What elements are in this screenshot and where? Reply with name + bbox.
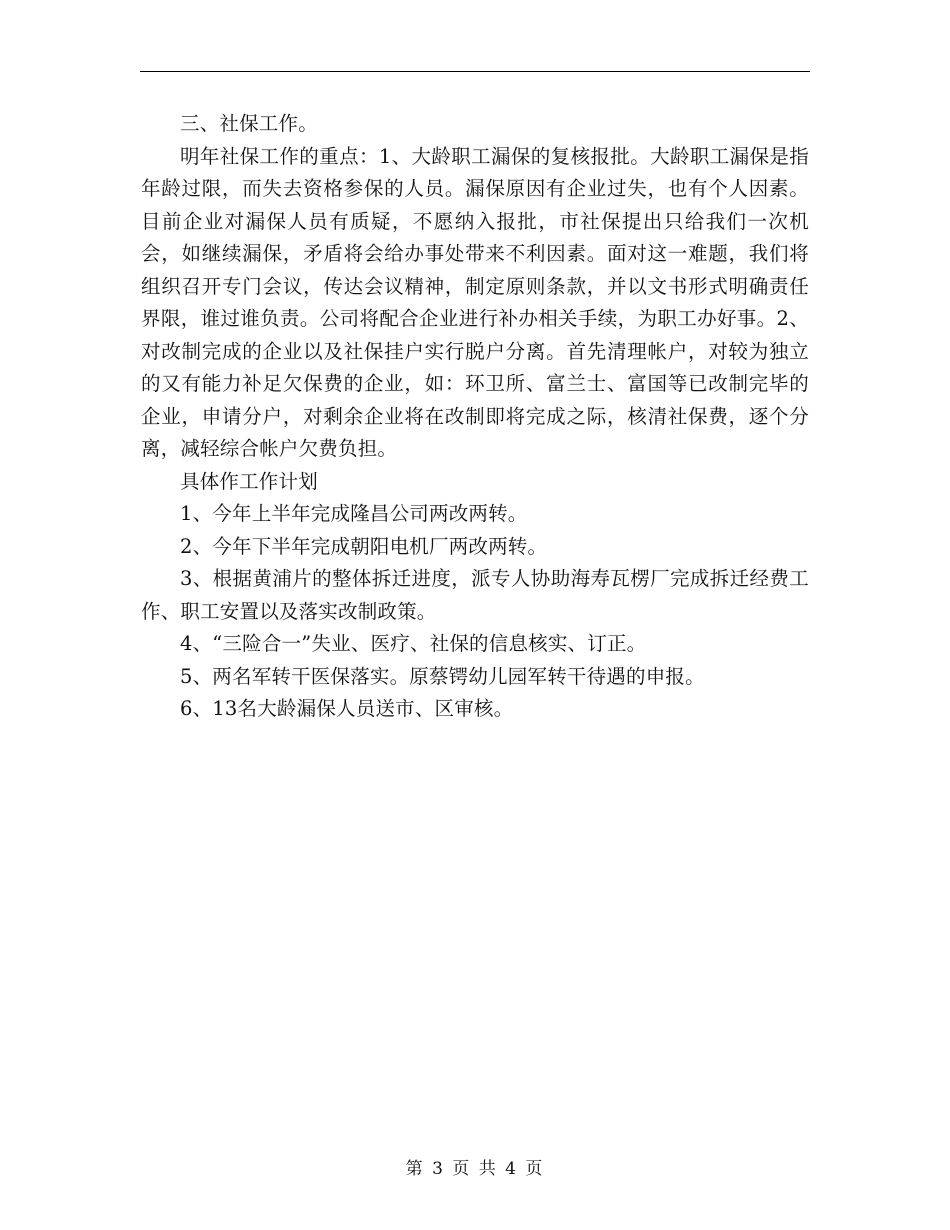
header-rule [140, 71, 810, 72]
section-heading: 三、社保工作。 [180, 112, 318, 135]
plan-heading: 具体作工作计划 [180, 469, 318, 493]
page-number-footer: 第 3 页 共 4 页 [405, 1159, 545, 1179]
plan-item-3: 3、根据黄浦片的整体拆迁进度，派专人协助海寿瓦楞厂完成拆迁经费工作、职工安置以及落实改制政策。 [141, 567, 809, 623]
document-body [141, 108, 809, 726]
plan-item-2: 2、今年下半年完成朝阳电机厂两改两转。 [180, 534, 548, 558]
plan-item-6: 6、13名大龄漏保人员送市、区审核。 [180, 697, 514, 720]
plan-item-1: 1、今年上半年完成隆昌公司两改两转。 [180, 502, 528, 525]
plan-item-4: 4、“三险合一”失业、医疗、社保的信息核实、订正。 [180, 632, 647, 655]
plan-item-5: 5、两名军转干医保落实。原蔡锷幼儿园军转干待遇的申报。 [180, 664, 705, 688]
body-paragraph: 明年社保工作的重点：1、大龄职工漏保的复核报批。大龄职工漏保是指年龄过限，而失去资格参保的人员。漏保原因有企业过失，也有个人因素。目前企业对漏保人员有质疑，不愿纳入报批，市社保提出只给我们一次机会，如继续漏保，矛盾将会给办事处带来不利因素。面对这一难题，我们将组织召开专门会议，传达会议精神，制定原则条款，并以文书形式明确责任界限，谁过谁负责。公司将配合企业进行补办相关手续，为职工办好事。2、对改制完成的企业以及社保挂户实行脱户分离。首先清理帐户，对较为独立的又有能力补足欠保费的企业，如：环卫所、富兰士、富国等已改制完毕的企业，申请分户，对剩余企业将在改制即将完成之际，核清社保费，逐个分离，减轻综合帐户欠费负担。 [141, 144, 809, 460]
